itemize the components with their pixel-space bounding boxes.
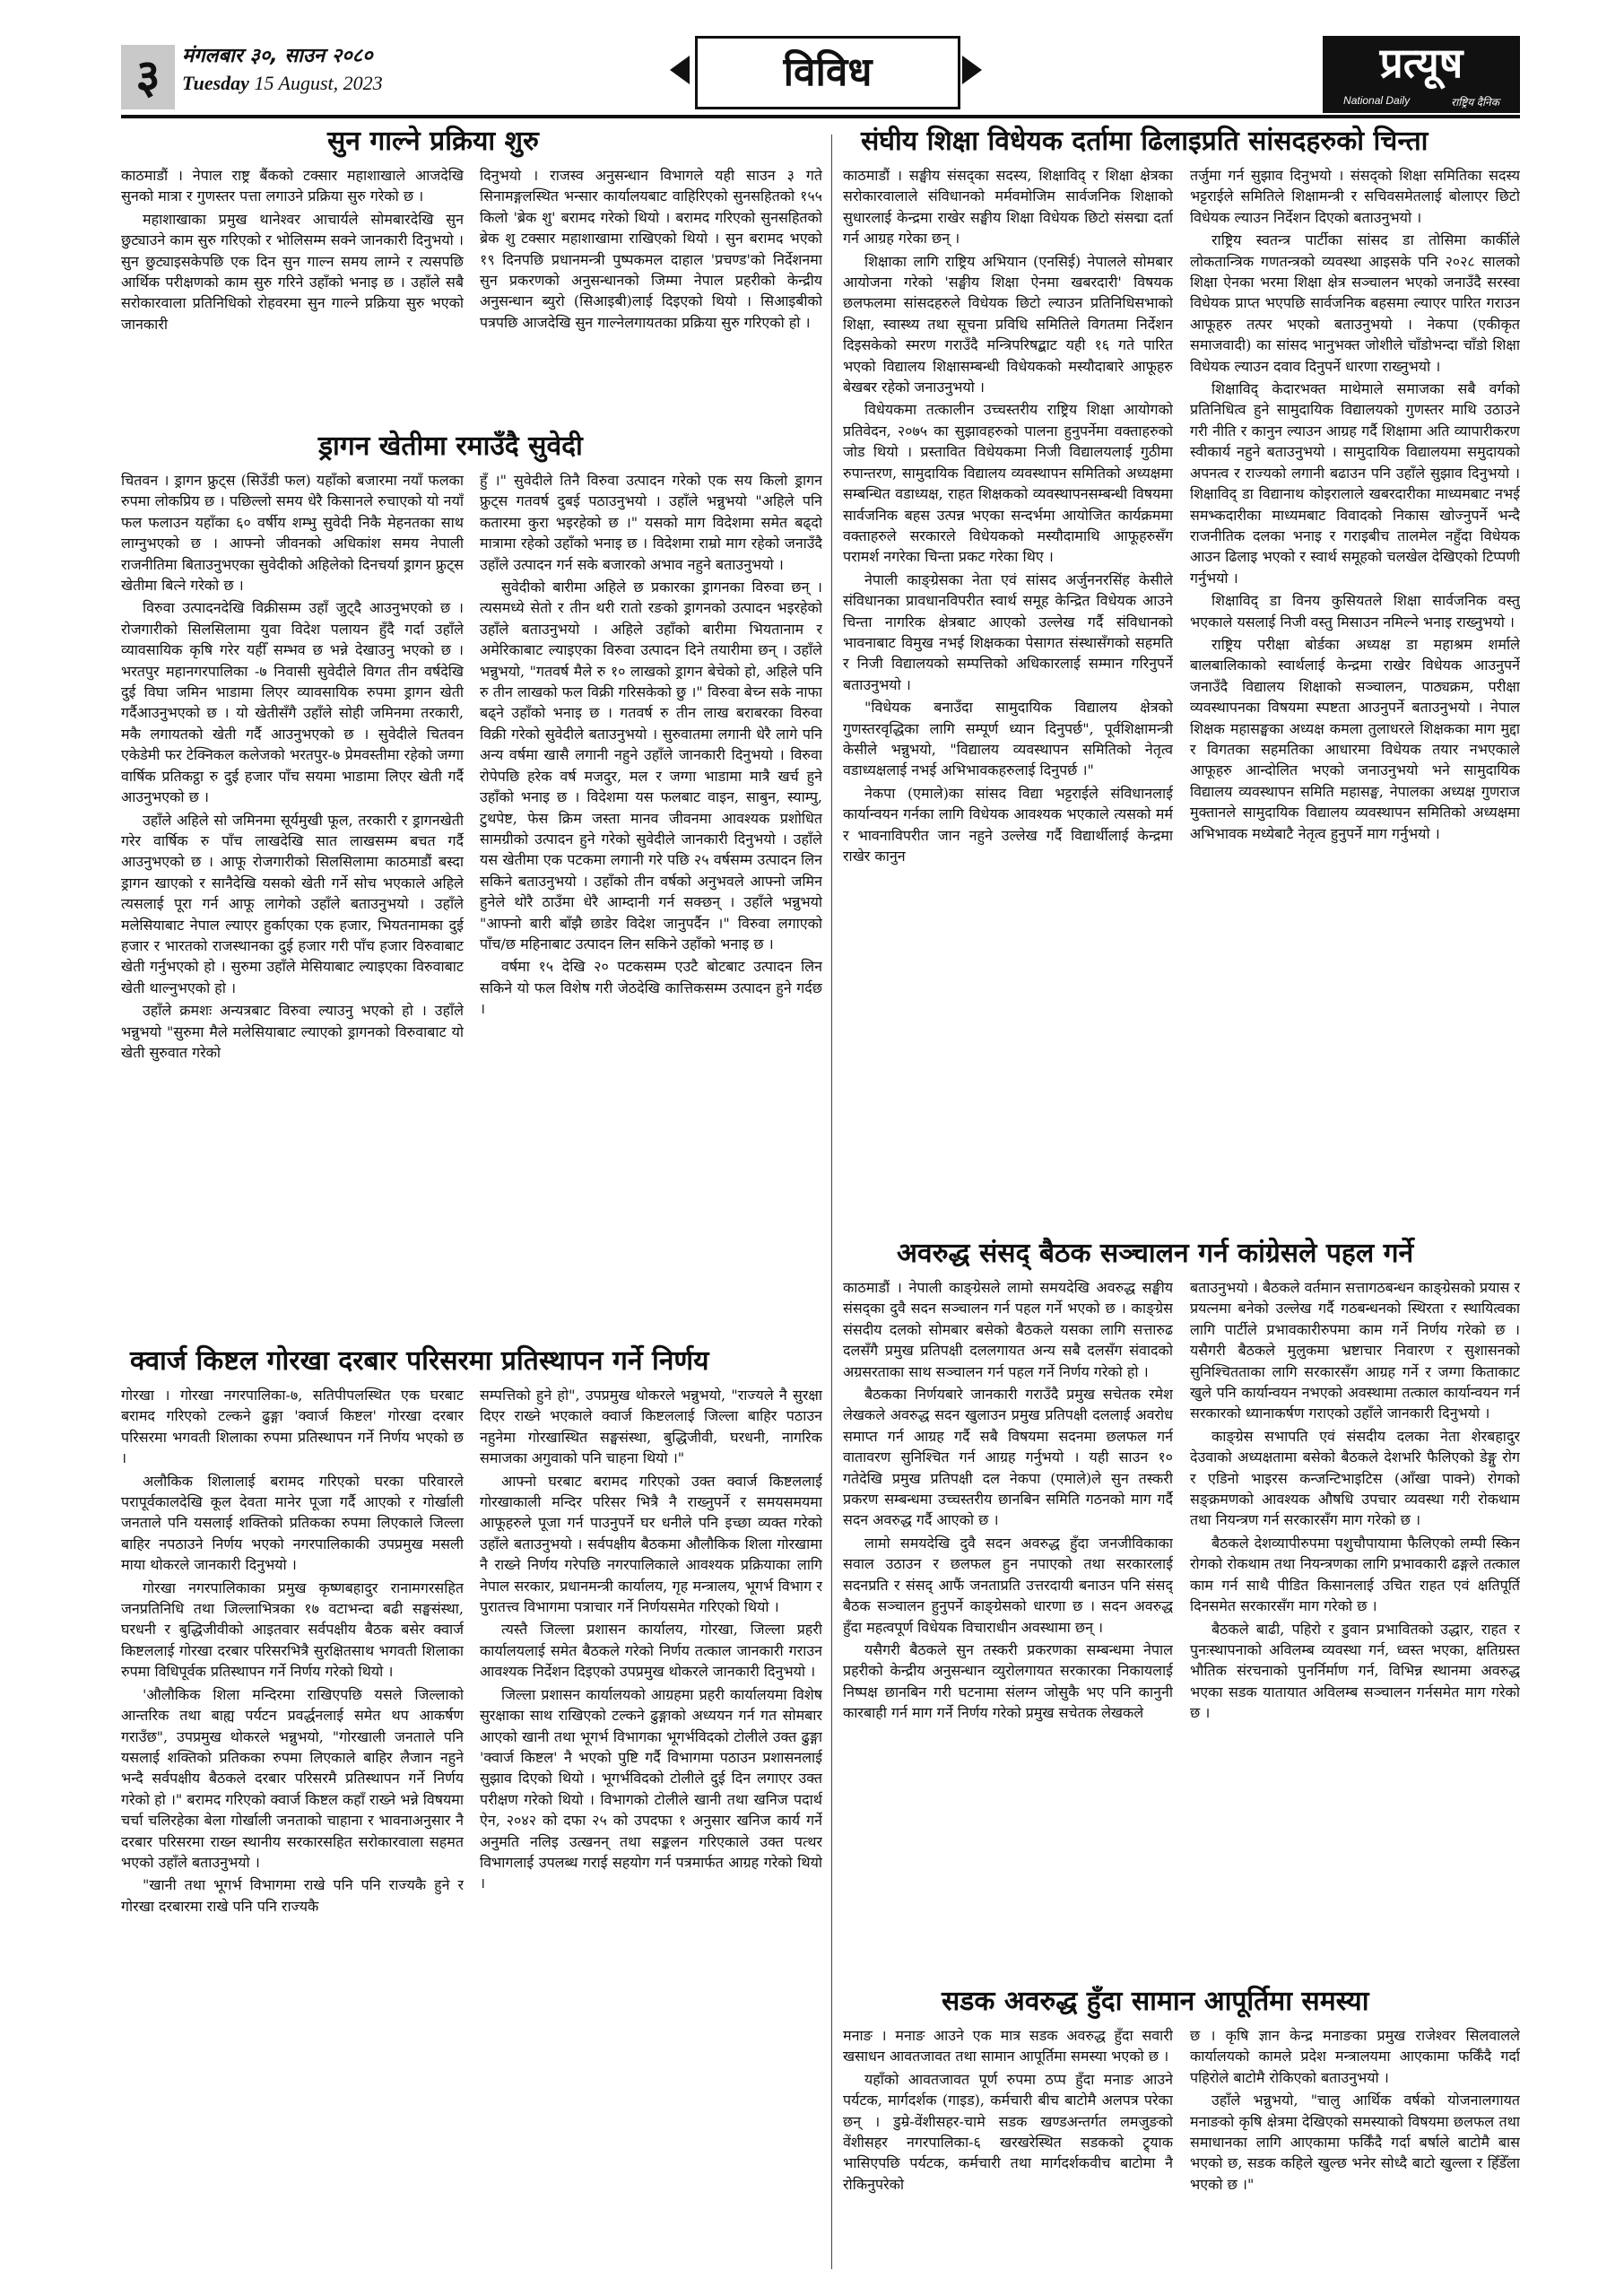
- article-road-col1: [843, 2025, 1173, 2266]
- article-education-columns: [843, 165, 1520, 1225]
- paragraph: काङ्ग्रेस सभापति एवं संसदीय दलका नेता शेरबहादुर देउवाको अध्यक्षतामा बसेको बैठकले देशभरि फैलिएको डेङ्गु रोग र एडिनो भाइरस कन्जन्टिभाइटिस (आँखा पाक्ने) रोगको सङ्क्रमणको आवश्यक औषधि उपचार व्यवस्था गरी रोकथाम तथा नियन्त्रण गर्न सरकारसँग माग गरेको छ ।: [1190, 1427, 1520, 1529]
- paragraph: त्यस्तै जिल्ला प्रशासन कार्यालय, गोरखा, जिल्ला प्रहरी कार्यालयलाई समेत बैठकले गरेको निर्णय तत्काल जानकारी गराउन आवश्यक निर्देशन दिइएको उपप्रमुख थोकरले जानकारी दिनुभयो ।: [480, 1621, 822, 1681]
- paragraph: "विधेयक बनाउँदा सामुदायिक विद्यालय क्षेत्रको गुणस्तरवृद्धिका लागि सम्पूर्ण ध्यान दिनुपर्छ", पूर्वशिक्षामन्त्री केसीले भन्नुभयो, "विद्यालय व्यवस्थापन समितिको नेतृत्व वडाध्यक्षलाई नभई अभिभावकहरुलाई दिनुपर्छ ।": [843, 699, 1173, 779]
- article-road-columns: [843, 2025, 1520, 2266]
- paragraph: यसैगरी बैठकले सुन तस्करी प्रकरणका सम्बन्धमा नेपाल प्रहरीको केन्द्रीय अनुसन्धान व्युरोलगायत सरकारका निकायलाई निष्पक्ष छानबिन गरी घटनामा संलग्न जोसुकै भए पनि कानुनी कारबाही गर्न माग गर्ने निर्णय गरेको प्रमुख सचेतक लेखकले: [843, 1640, 1173, 1722]
- article-gold: [121, 124, 822, 420]
- paragraph: नेकपा (एमाले)का सांसद विद्या भट्टराईले संविधानलाई कार्यान्वयन गर्नका लागि विधेयक आवश्यक भएकाले त्यसको मर्म र भावनाविपरीत जान नहुने उल्लेख गर्दै विद्यार्थीलाई केन्द्रमा राखेर कानुन: [843, 784, 1173, 865]
- date-nepali: मंगलबार ३०, साउन २०८०: [182, 45, 373, 67]
- article-education-col2: [1190, 165, 1520, 1225]
- paragraph: गोरखा । गोरखा नगरपालिका-७, सतिपीपलस्थित एक घरबाट बरामद गरिएको टल्कने ढुङ्गा 'क्वार्ज किष्टल' गोरखा दरबार परिसरमा भगवती शिलाका रुपमा प्रतिस्थापन गर्ने निर्णय भएको छ ।: [121, 1387, 464, 1467]
- paragraph: बैठकले देशव्यापीरुपमा पशुचौपायामा फैलिएको लम्पी स्किन रोगको रोकथाम तथा नियन्त्रणका लागि प्रभावकारी ढङ्गले तत्काल काम गर्न साथै पीडित किसानलाई उचित राहत एवं क्षतिपूर्ति दिनसमेत सरकारसँग माग गरेको छ ।: [1190, 1534, 1520, 1615]
- paragraph: नेपाली काङ्ग्रेसका नेता एवं सांसद अर्जुननरसिंह केसीले संविधानका प्रावधानविपरीत स्वार्थ समूह केन्द्रित विधेयक आउने चिन्ता नागरिक क्षेत्रबाट आएको उल्लेख गर्दै संविधानको भावनाबाट विमुख नभई शिक्षकका पेसागत संस्थासँगको सहमति र निजी विद्यालयको सम्पत्तिको अधिकारलाई सम्मान गरिनुपर्ने बताउनुभयो ।: [843, 570, 1173, 693]
- paragraph: काठमाडौं । नेपाली काङ्ग्रेसले लामो समयदेखि अवरुद्ध सङ्घीय संसद्का दुवै सदन सञ्चालन गर्न पहल गर्ने भएको छ । काङ्ग्रेस संसदीय दलको सोमबार बसेको बैठकले यसका लागि सत्तारुढ दलसँगै प्रमुख प्रतिपक्षी दललगायत अन्य सबै दलसँग संवादको अग्रसरताका साथ सञ्चालन गर्न पहल गर्ने निर्णय गरेको हो ।: [843, 1279, 1173, 1380]
- paragraph: बैठकले बाढी, पहिरो र डुवान प्रभावितको उद्धार, राहत र पुनःस्थापनाको अविलम्ब व्यवस्था गर्न, ध्वस्त भएका, क्षतिग्रस्त भौतिक संरचनाको पुनर्निर्माण गर्न, विभिन्न स्थानमा अवरुद्ध भएका सडक यातायात अविलम्ब सञ्चालन गर्नसमेत माग गरेको छ ।: [1190, 1620, 1520, 1722]
- paragraph: उहाँले अहिले सो जमिनमा सूर्यमुखी फूल, तरकारी र ड्रागनखेती गरेर वार्षिक रु पाँच लाखदेखि सात लाखसम्म बचत गर्दै आउनुभएको छ । आफू रोजगारीको सिलसिलामा काठमाडौं बस्दा ड्रागन खाएको र सानैदेखि यसको खेती गर्ने सोच भएकाले अहिले त्यसलाई पूरा गर्न आफू लागेको उहाँले बताउनुभयो । उहाँले मलेसियाबाट नेपाल ल्याएर हुर्काएका एक हजार, भियतनामका दुई हजार र भारतको राजस्थानका दुई हजार गरी पाँच हजार विरुवाबाट खेती गर्नुभएको हो । सुरुमा उहाँले मेसियाबाट ल्याइएका विरुवाबाट खेती थाल्नुभएको हो ।: [121, 811, 464, 996]
- date-english-line: [182, 70, 451, 97]
- masthead-sub: [1323, 94, 1520, 109]
- arrow-left-icon: [670, 56, 690, 84]
- paragraph: शिक्षाविद् केदारभक्त माथेमाले समाजका सबै वर्गको प्रतिनिधित्व हुने सामुदायिक विद्यालयको गुणस्तर माथि उठाउने गरी नीति र कानुन ल्याउन आग्रह गर्दै शिक्षामा अति व्यापारीकरण स्वीकार्य नहुने बताउनुभयो । सामुदायिक विद्यालयमा समुदायको अपनत्व र राज्यको लगानी बढाउन पनि उहाँले सुझाव दिनुभयो । शिक्षाविद् डा विद्यानाथ कोइरालाले खबरदारीका माध्यमबाट नभई समभ्कदारीका माध्यमबाट विवादको निकास खोज्नुपर्ने भन्दै राजनीतिक दलका भनाइ र गराइबीच तालमेल नहुँदा विधेयक आउन ढिलाइ भएको र स्वार्थ समूहको चलखेल देखिएको टिप्पणी गर्नुभयो ।: [1190, 380, 1520, 587]
- article-education: [843, 124, 1520, 1229]
- headline-road: सडक अवरुद्ध हुँदा सामान आपूर्तिमा समस्या: [942, 1986, 1369, 2017]
- headline-education: संघीय शिक्षा विधेयक दर्तामा ढिलाइप्रति सांसदहरुको चिन्ता: [861, 126, 1429, 157]
- paragraph: राष्ट्रिय स्वतन्त्र पार्टीका सांसद डा तोसिमा कार्कीले लोकतान्त्रिक गणतन्त्रको व्यवस्था आइसके पनि २०२८ सालको शिक्षा ऐनका भरमा शिक्षा क्षेत्र सञ्चालन भएको जनाउँदै सरस्वा विधेयक प्राप्त भएपछि सार्वजनिक बहसमा ल्याएर पारित गराउन आफूहरु तत्पर भएको बताउनुभयो । नेकपा (एकीकृत समाजवादी) का सांसद भानुभक्त जोशीले चाँडोभन्दा चाँडो शिक्षा विधेयक ल्याउन दवाव दिनुपर्ने धारणा राख्नुभयो ।: [1190, 231, 1520, 375]
- masthead-sub-np: राष्ट्रिय दैनिक: [1451, 96, 1499, 109]
- paragraph: छ । कृषि ज्ञान केन्द्र मनाङका प्रमुख राजेश्वर सिलवालले कार्यालयको कामले प्रदेश मन्त्रालयमा आएकामा फर्किँदै गर्दा पहिरोले बाटोमै रोकिएको बताउनुभयो ।: [1190, 2027, 1520, 2086]
- article-parliament: [843, 1236, 1520, 1980]
- paragraph: मनाङ । मनाङ आउने एक मात्र सडक अवरुद्ध हुँदा सवारी खसाधन आवतजावत तथा सामान आपूर्तिमा समस्या भएको छ ।: [843, 2027, 1173, 2066]
- paragraph: वर्षमा १५ देखि २० पटकसम्म एउटै बोटबाट उत्पादन लिन सकिने यो फल विशेष गरी जेठदेखि कात्तिकसम्म उत्पादन हुने गर्दछ ।: [480, 958, 822, 1018]
- paragraph: आफ्नो घरबाट बरामद गरिएको उक्त क्वार्ज किष्टललाई गोरखाकाली मन्दिर परिसर भित्रै नै राख्नुपर्ने र समयसमयमा आफूहरुले पूजा गर्न पाउनुपर्ने घर धनीले पनि इच्छा व्यक्त गरेको उहाँले बताउनुभयो । सर्वपक्षीय बैठकमा औलौकिक शिला गोरखामा नै राख्ने निर्णय गरेपछि नगरपालिकाले आवश्यक प्रक्रियाका लागि नेपाल सरकार, प्रधानमन्त्री कार्यालय, गृह मन्त्रालय, भूगर्भ विभाग र पुरातत्त्व विभागमा पत्राचार गर्ने निर्णयसमेत गरिएको थियो ।: [480, 1472, 822, 1616]
- paragraph: जिल्ला प्रशासन कार्यालयको आग्रहमा प्रहरी कार्यालयमा विशेष सुरक्षाका साथ राखिएको टल्कने ढुङ्गाको अध्ययन गर्न गत सोमबार आएको खानी तथा भूगर्भ विभागका भूगर्भविदको टोलीले उक्त ढुङ्गा 'क्वार्ज किष्टल' नै भएको पुष्टि गर्दै विभागमा पठाउन प्रशासनलाई सुझाव दिएको थियो । भूगर्भविदको टोलीले दुई दिन लगाएर उक्त परीक्षण गरेको थियो । विभागको टोलीले खानी तथा खनिज पदार्थ ऐन, २०४२ को दफा २५ को उपदफा १ अनुसार खनिज कार्य गर्ने अनुमति नलिइ उत्खनन् तथा सङ्कलन गरिएकाले उक्त पत्थर विभागलाई उपलब्ध गराई सहयोग गर्न पत्रमार्फत आग्रह गरेको थियो ।: [480, 1685, 822, 1892]
- headline-gold: सुन गाल्ने प्रक्रिया शुरु: [327, 126, 539, 157]
- headline-parliament: अवरुद्ध संसद् बैठक सञ्चालन गर्न कांग्रेसले पहल गर्ने: [897, 1238, 1414, 1269]
- paragraph: विधेयकमा तत्कालीन उच्चस्तरीय राष्ट्रिय शिक्षा आयोगको प्रतिवेदन, २०७५ का सुझावहरुको पालना हुनुपर्नेमा वक्ताहरुको जोड थियो । प्रस्तावित विधेयकमा निजी विद्यालयलाई गुठीमा रुपान्तरण, सामुदायिक विद्यालय व्यवस्थापन समितिको अध्यक्षमा सम्बन्धित वडाध्यक्ष, राहत शिक्षकको व्यवस्थापनसम्बन्धी विषयमा सार्वजनिक बहस उत्पन्न भएका सन्दर्भमा आयोजित कार्यक्रममा वक्ताहरुले सरकारले विधेयकको मस्यौदामाथि आफूहरुसँग परामर्श नगरेका चिन्ता प्रकट गरेका थिए ।: [843, 401, 1173, 566]
- column-divider: [831, 135, 832, 2269]
- paragraph: राष्ट्रिय परीक्षा बोर्डका अध्यक्ष डा महाश्रम शर्माले बालबालिकाको स्वार्थलाई केन्द्रमा राखेर विधेयक आउनुपर्ने जनाउँदै विद्यालय शिक्षाको सञ्चालन, पाठ्यक्रम, परीक्षा व्यवस्थापनका विषयमा स्पष्टता आउनुपर्ने बताउनुभयो । नेपाल शिक्षक महासङ्घका अध्यक्ष कमला तुलाधरले शिक्षकका माग मुद्दा र विगतका सहमतिका आधारमा विधेयक तयार नभएकाले आफूहरु आन्दोलित भएको जनाउनुभयो भने सामुदायिक विद्यालय व्यवस्थापन समिति महासङ्घ, नेपालका अध्यक्ष गुणराज मुक्तानले सामुदायिक विद्यालय व्यवस्थापन समितिको अध्यक्षमा अभिभावक मध्येबाटै नेतृत्व हुनुपर्ने माग गर्नुभयो ।: [1190, 635, 1520, 842]
- article-gold-col2: [480, 165, 822, 416]
- article-dragon-col2: [480, 470, 822, 1331]
- article-dragon: [121, 429, 822, 1335]
- paragraph: उहाँले भन्नुभयो, "चालु आर्थिक वर्षको योजनालगायत मनाङको कृषि क्षेत्रमा देखिएको समस्याको विषयमा छलफल तथा समाधानका लागि आएकामा फर्किँदै गर्दा बर्षाले बाटोमै बास भएको छ, सडक कहिले खुल्छ भनेर सोध्दै बाटो खुल्ला र हिँडेँला भएको छ ।": [1190, 2092, 1520, 2193]
- paragraph: 'औलौकिक शिला मन्दिरमा राखिएपछि यसले जिल्लाको आन्तरिक तथा बाह्य पर्यटन प्रवर्द्धनलाई समेत थप आकर्षण गराउँछ", उपप्रमुख थोकरले भन्नुभयो, "गोरखाली जनताले पनि यसलाई शक्तिको प्रतिकका रुपमा लिएकाले बाहिर लैजान नहुने भन्दै सर्वपक्षीय बैठकले दरबार परिसरमै प्रतिस्थापन गर्ने निर्णय गरेको हो ।" बरामद गरिएको क्वार्ज किष्टल कहाँ राख्ने भन्ने विषयमा चर्चा चलिरहेका बेला गोर्खाली जनताको चाहाना र भावनाअनुसार नै दरबार परिसरमा राख्न स्थानीय सरकारसहित सरोकारवाला सहमत भएको उहाँले बताउनुभयो ।: [121, 1685, 464, 1871]
- article-gold-columns: [121, 165, 822, 416]
- article-quartz-columns: [121, 1385, 822, 2264]
- paragraph: गोरखा नगरपालिकाका प्रमुख कृष्णबहादुर रानामगरसहित जनप्रतिनिधि तथा जिल्लाभित्रका १७ वटाभन्दा बढी सङ्घसंस्था, घरधनी र बुद्धिजीवीको आइतवार सर्वपक्षीय बैठक बसेर क्वार्ज किष्टललाई गोरखा दरबार परिसरभित्रै सुरक्षितसाथ भगवती शिलाका रुपमा विधिपूर्वक प्रतिस्थापन गर्ने निर्णय गरेको थियो ।: [121, 1578, 464, 1681]
- day-english: Tuesday: [182, 72, 249, 94]
- paragraph: अलौकिक शिलालाई बरामद गरिएको घरका परिवारले परापूर्वकालदेखि कूल देवता मानेर पूजा गर्दै आएको र गोर्खाली जनताले पनि यसलाई शक्तिको प्रतिकका रुपमा लिएकाले जिल्ला बाहिर नपठाउने निर्णय भएको नगरपालिकाकी उपप्रमुख मसली माया थोकरले जानकारी दिनुभयो ।: [121, 1472, 464, 1574]
- page-header: [121, 36, 1520, 135]
- paragraph: सुवेदीको बारीमा अहिले छ प्रकारका ड्रागनका विरुवा छन् । त्यसमध्ये सेतो र तीन थरी रातो रङको ड्रागनको उत्पादन भइरहेको उहाँले बताउनुभयो । अहिले उहाँको बारीमा भियतानाम र अमेरिकाबाट ल्याइएका विरुवा उत्पादन दिने तयारीमा छन् । उहाँले भन्नुभयो, "गतवर्ष मैले रु १० लाखको ड्रागन बेचेको हो, अहिले पनि रु तीन लाखको फल विक्री गरिसकेको छु ।" विरुवा बेच्न सके नाफा बढ्ने उहाँको भनाइ छ । गतवर्ष रु तीन लाख बराबरका विरुवा विक्री गरेको सुवेदीले बताउनुभयो । सुरुवातमा लगानी धेरै लागे पनि अन्य वर्षमा खासै लगानी नहुने उहाँले जानकारी दिनुभयो । विरुवा रोपेपछि हरेक वर्ष मजदुर, मल र जग्गा भाडामा मात्रै खर्च हुने उहाँको भनाइ छ । विदेशमा यस फलबाट वाइन, साबुन, स्याम्पु, टुथपेष्ट, फेस क्रिम जस्ता मानव जीवनमा आवश्यक प्रशोधित सामग्रीको उत्पादन हुने गरेको सुवेदीले जानकारी दिनुभयो । उहाँले यस खेतीमा एक पटकमा लगानी गरे पछि २५ वर्षसम्म उत्पादन लिन सकिने बताउनुभयो । उहाँको तीन वर्षको अनुभवले आफ्नो जमिन हुनेले थोरै ठाउँमा धेरै आम्दानी गर्न सक्छन् । उहाँले भन्नुभयो "आफ्नो बारी बाँझै छाडेर विदेश जानुपर्दैन ।" विरुवा लगाएको पाँच/छ महिनाबाट उत्पादन लिन सकिने उहाँको भनाइ छ ।: [480, 578, 822, 952]
- arrow-right-icon: [962, 56, 982, 84]
- section-title: विविध: [695, 36, 960, 109]
- article-parliament-columns: [843, 1277, 1520, 1977]
- paragraph: लामो समयदेखि दुवै सदन अवरुद्ध हुँदा जनजीविकाका सवाल उठाउन र छलफल हुन नपाएको तथा सरकारलाई सदनप्रति र संसद् आफैं जनताप्रति उत्तरदायी बनाउन पनि संसद् बैठक सञ्चालन हुनुपर्ने काङ्ग्रेसको धारणा छ । सदन अवरुद्ध हुँदा महत्वपूर्ण विधेयक विचाराधीन अवस्थामा छन् ।: [843, 1534, 1173, 1636]
- paragraph: बैठकका निर्णयबारे जानकारी गराउँदै प्रमुख सचेतक रमेश लेखकले अवरुद्ध सदन खुलाउन प्रमुख प्रतिपक्षी दललाई अवरोध समाप्त गर्न आग्रह गर्दै सबै विषयमा सदनमा छलफल गर्न वातावरण सुनिश्चित गर्न आग्रह गर्नुभयो । यही साउन १० गतेदेखि प्रमुख प्रतिपक्षी दल नेकपा (एमाले)ले सुन तस्करी प्रकरण सम्बन्धमा उच्चस्तरीय छानबिन समिति गठनको माग गर्दै सदन अवरुद्ध गर्दै आएको छ ।: [843, 1386, 1173, 1529]
- masthead-sub-en: National Daily: [1343, 94, 1411, 107]
- paragraph: महाशाखाका प्रमुख थानेश्वर आचार्यले सोमबारदेखि सुन छुट्याउने काम सुरु गरिएको र भोलिसम्म सक्ने जानकारी दिनुभयो । सुन छुट्याइसकेपछि एक दिन सुन गाल्न समय लाग्ने र त्यसपछि आर्थिक परीक्षणको काम सुरु गरिने उहाँको भनाइ छ । उहाँले सबै सरोकारवाला प्रतिनिधिको रोहवरमा सुन गाल्ने प्रक्रिया सुरु भएको जानकारी: [121, 210, 464, 333]
- paragraph: यहाँको आवतजावत पूर्ण रुपमा ठप्प हुँदा मनाङ आउने पर्यटक, मार्गदर्शक (गाइड), कर्मचारी बीच बाटोमै अलपत्र परेका छन् । डुम्रे-वेंशीसहर-चामे सडक खण्डअन्तर्गत लमजुङको वेंशीसहर नगरपालिका-६ खरखरेस्थित सडकको ट्र्याक भासिएपछि पर्यटक, कर्मचारी तथा मार्गदर्शकवीच बाटोमा नै रोकिनुपरेको: [843, 2070, 1173, 2193]
- date-english: 15 August, 2023: [254, 72, 383, 94]
- paragraph: काठमाडौं । नेपाल राष्ट्र बैंकको टक्सार महाशाखाले आजदेखि सुनको मात्रा र गुणस्तर पत्ता लगाउने प्रक्रिया सुरु गरेको छ ।: [121, 167, 464, 205]
- article-gold-col1: [121, 165, 464, 416]
- paragraph: बताउनुभयो । बैठकले वर्तमान सत्तागठबन्धन काङ्ग्रेसको प्रयास र प्रयत्नमा बनेको उल्लेख गर्दै गठबन्धनको स्थिरता र स्थायित्वका लागि पार्टीले प्रभावकारीरुपमा काम गर्ने निर्णय गरेको छ । यसैगरी बैठकले मुलुकमा भ्रष्टाचार निवारण र सुशासनको सुनिश्चितताका लागि सरकारसँग आग्रह गर्ने र जग्गा किताकाट खुले पनि कार्यान्वयन नभएको अवस्थामा तत्काल कार्यान्वयन गर्न सरकारको ध्यानाकर्षण गराएको उहाँले जानकारी दिनुभयो ।: [1190, 1279, 1520, 1422]
- masthead-logo: [1323, 36, 1520, 113]
- paragraph: तर्जुमा गर्न सुझाव दिनुभयो । संसद्को शिक्षा समितिका सदस्य भट्टराईले समितिले शिक्षामन्त्री र सचिवसमेतलाई बोलाएर छिटो विधेयक ल्याउन निर्देशन दिएको बताउनुभयो ।: [1190, 167, 1520, 226]
- article-education-col1: [843, 165, 1173, 1225]
- paragraph: काठमाडौं । सङ्घीय संसद्का सदस्य, शिक्षाविद् र शिक्षा क्षेत्रका सरोकारवालाले संविधानको मर्मवमोजिम सार्वजनिक शिक्षाको सुधारलाई केन्द्रमा राखेर सङ्घीय शिक्षा विधेयक छिटो संसद्मा दर्ता गर्न आग्रह गरेका छन् ।: [843, 167, 1173, 248]
- article-parliament-col2: [1190, 1277, 1520, 1977]
- headline-quartz: क्वार्ज किष्टल गोरखा दरबार परिसरमा प्रतिस्थापन गर्ने निर्णय: [130, 1345, 709, 1377]
- headline-dragon: ड्रागन खेतीमा रमाउँदै सुवेदी: [318, 430, 583, 462]
- article-quartz: [121, 1344, 822, 2267]
- article-parliament-col1: [843, 1277, 1173, 1977]
- paragraph: उहाँले क्रमशः अन्यत्रबाट विरुवा ल्याउनु भएको हो । उहाँले भन्नुभयो "सुरुमा मैले मलेसियाबाट ल्याएको ड्रागनको विरुवाबाट यो खेती सुरुवात गरेको: [121, 1002, 464, 1061]
- masthead-name: प्रत्यूष: [1379, 39, 1463, 87]
- article-quartz-col2: [480, 1385, 822, 2264]
- article-dragon-col1: [121, 470, 464, 1331]
- paragraph: शिक्षाविद् डा विनय कुसियतले शिक्षा सार्वजनिक वस्तु भएकाले यसलाई निजी वस्तु मिसाउन नमिल्ने भनाइ राख्नुभयो ।: [1190, 592, 1520, 631]
- paragraph: शिक्षाका लागि राष्ट्रिय अभियान (एनसिई) नेपालले सोमबार आयोजना गरेको 'सङ्घीय शिक्षा ऐनमा खबरदारी' विषयक छलफलमा सांसदहरुले विधेयक छिटो ल्याउन प्रतिनिधिसभाको शिक्षा, स्वास्थ्य तथा सूचना प्रविधि समितिले विगतमा निर्देशन दिइसकेको स्मरण गराउँदै मन्त्रिपरिषद्बाट यही १६ गते पारित भएको विद्यालय शिक्षासम्बन्धी विधेयकको मस्यौदाबारे आफूहरु बेखबर रहेको जनाउनुभयो ।: [843, 252, 1173, 396]
- article-road-col2: [1190, 2025, 1520, 2266]
- article-road: [843, 1984, 1520, 2269]
- date-block: [182, 43, 451, 97]
- paragraph: विरुवा उत्पादनदेखि विक्रीसम्म उहाँ जुट्दै आउनुभएको छ । रोजगारीको सिलसिलामा युवा विदेश पलायन हुँदै गर्दा उहाँले व्यावसायिक कृषि गरेर यहीँ सम्भव छ भन्ने देखाउनु भएको छ । भरतपुर महानगरपालिका -७ निवासी सुवेदीले विगत तीन वर्षदेखि दुई विघा जमिन भाडामा लिएर व्यावसायिक रुपमा ड्रागन खेती गर्दैआउनुभएको छ । यो खेतीसँगै उहाँले सोही जमिनमा तरकारी, मकै लगायतको खेती गर्दै आउनुभएको छ । सुवेदीले चितवन एकेडेमी फर टेक्निकल कलेजको भरतपुर-७ प्रेमवस्तीमा रहेको जग्गा वार्षिक प्रतिकट्ठा रु दुई हजार पाँच सयमा भाडामा लिएर खेती गर्दै आउनुभएको छ ।: [121, 599, 464, 806]
- article-quartz-col1: [121, 1385, 464, 2264]
- page-number: ३: [121, 45, 175, 109]
- article-dragon-columns: [121, 470, 822, 1331]
- paragraph: चितवन । ड्रागन फ्रुट्स (सिउँडी फल) यहाँको बजारमा नयाँ फलका रुपमा लोकप्रिय छ । पछिल्लो समय धेरै किसानले रुचाएको यो नयाँ फल फलाउन यहाँका ६० वर्षीय शम्भु सुवेदी निकै मेहनतका साथ लाग्नुभएको छ । आफ्नो जीवनको अधिकांश समय नेपाली राजनीतिमा बिताउनुभएका सुवेदीको अहिलेको दिनचर्या ड्रागन फ्रुट्स खेतीमा बित्ने गरेको छ ।: [121, 472, 464, 595]
- paragraph: दिनुभयो । राजस्व अनुसन्धान विभागले यही साउन ३ गते सिनामङ्गलस्थित भन्सार कार्यालयबाट वाहिरिएको सुनसहितको १५५ किलो 'ब्रेक शु' बरामद गरेको थियो । बरामद गरिएको सुनसहितको ब्रेक शु टक्सार महाशाखामा राखिएको थियो । सुन बरामद भएको १९ दिनपछि प्रधानमन्त्री पुष्पकमल दाहाल 'प्रचण्ड'को निर्देशनमा सुन प्रकरणको अनुसन्धानको जिम्मा नेपाल प्रहरीको केन्द्रीय अनुसन्धान ब्युरो (सिआइबी)लाई दिइएको थियो । सिआइबीको पत्रपछि आजदेखि सुन गाल्नेलगायतका प्रक्रिया सुरु गरिएको हो ।: [480, 167, 822, 331]
- paragraph: "खानी तथा भूगर्भ विभागमा राखे पनि पनि राज्यकै हुने र गोरखा दरबारमा राखे पनि पनि राज्यकै: [121, 1876, 464, 1915]
- paragraph: सम्पत्तिको हुने हो", उपप्रमुख थोकरले भन्नुभयो, "राज्यले नै सुरक्षा दिएर राख्ने भएकाले क्वार्ज किष्टललाई जिल्ला बाहिर पठाउन नहुनेमा गोरखास्थित सङ्घसंस्था, बुद्धिजीवी, घरधनी, नागरिक समाजका अगुवाको पनि चाहना थियो ।": [480, 1387, 822, 1467]
- header-rule: [121, 115, 1520, 118]
- paragraph: हुँ ।" सुवेदीले तिनै विरुवा उत्पादन गरेको एक सय किलो ड्रागन फ्रुट्स गतवर्ष दुबई पठाउनुभयो । उहाँले भन्नुभयो "अहिले पनि कतारमा कुरा भइरहेको छ ।" यसको माग विदेशमा समेत बढ्दो मात्रामा रहेको उहाँको भनाइ छ । विदेशमा राम्रो माग रहेको जनाउँदै उहाँले उत्पादन गर्न सके बजारको अभाव नहुने बताउनुभयो ।: [480, 472, 822, 573]
